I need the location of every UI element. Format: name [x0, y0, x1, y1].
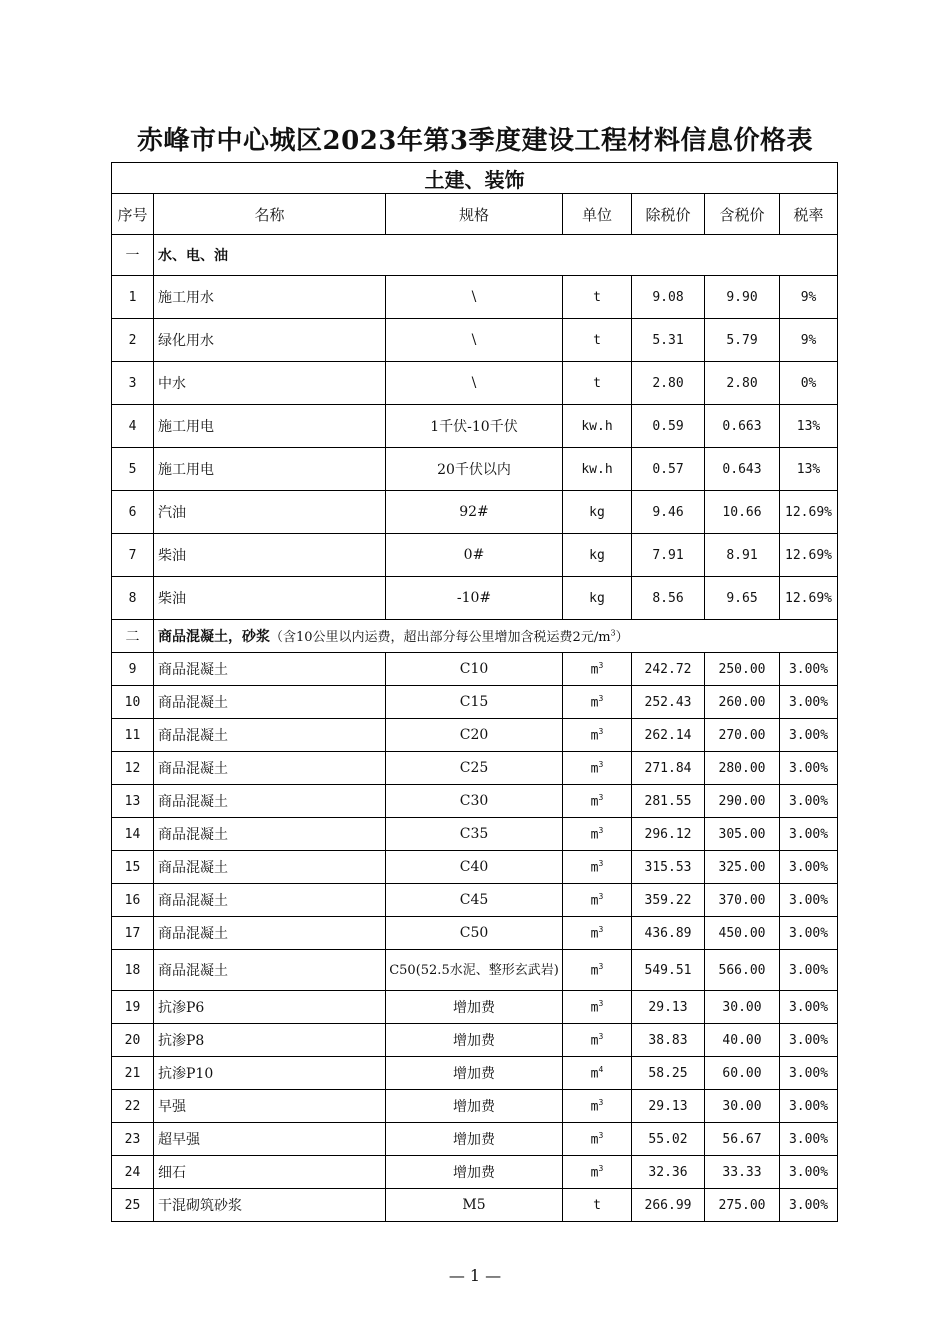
row-pre-tax: 436.89	[632, 917, 705, 950]
row-rate: 13%	[780, 448, 838, 491]
row-pre-tax: 5.31	[632, 319, 705, 362]
unit-text: kg	[589, 504, 605, 520]
table-row	[112, 752, 838, 785]
row-spec: \	[386, 276, 563, 319]
table-row	[112, 1090, 838, 1123]
unit-text: t	[593, 332, 601, 348]
page-number: — 1 —	[448, 1266, 502, 1285]
row-no: 15	[112, 851, 154, 884]
row-rate: 3.00%	[780, 851, 838, 884]
section-no: 二	[112, 620, 154, 653]
row-spec: C25	[386, 752, 563, 785]
row-name: 商品混凝土	[154, 686, 386, 719]
unit-superscript: 3	[598, 1130, 604, 1140]
row-spec: C15	[386, 686, 563, 719]
row-spec: 1千伏-10千伏	[386, 405, 563, 448]
unit-text: kw.h	[581, 461, 613, 477]
row-pre-tax: 549.51	[632, 950, 705, 991]
row-pre-tax: 359.22	[632, 884, 705, 917]
row-rate: 3.00%	[780, 653, 838, 686]
row-name: 商品混凝土	[154, 884, 386, 917]
unit-text: m	[590, 893, 599, 909]
row-inc-tax: 60.00	[705, 1057, 780, 1090]
table-row	[112, 319, 838, 362]
row-unit	[563, 1189, 632, 1222]
row-rate: 3.00%	[780, 1024, 838, 1057]
row-unit	[563, 785, 632, 818]
row-unit	[563, 752, 632, 785]
row-inc-tax: 40.00	[705, 1024, 780, 1057]
row-rate: 3.00%	[780, 752, 838, 785]
row-name: 商品混凝土	[154, 785, 386, 818]
row-name: 商品混凝土	[154, 851, 386, 884]
unit-text: kg	[589, 590, 605, 606]
category-banner	[112, 163, 838, 194]
table-row	[112, 405, 838, 448]
table-header	[112, 194, 838, 235]
row-unit	[563, 491, 632, 534]
row-name: 商品混凝土	[154, 917, 386, 950]
section-row	[112, 235, 838, 276]
row-spec: C45	[386, 884, 563, 917]
table-row	[112, 950, 838, 991]
row-name: 商品混凝土	[154, 653, 386, 686]
row-no: 22	[112, 1090, 154, 1123]
row-rate: 3.00%	[780, 719, 838, 752]
row-pre-tax: 55.02	[632, 1123, 705, 1156]
row-spec: 92#	[386, 491, 563, 534]
table-row	[112, 884, 838, 917]
row-pre-tax: 242.72	[632, 653, 705, 686]
unit-text: m	[590, 1033, 599, 1049]
row-name: 商品混凝土	[154, 950, 386, 991]
row-inc-tax: 8.91	[705, 534, 780, 577]
row-name: 施工用电	[154, 448, 386, 491]
row-spec: 增加费	[386, 991, 563, 1024]
row-pre-tax: 2.80	[632, 362, 705, 405]
unit-text: m	[590, 728, 599, 744]
row-inc-tax: 260.00	[705, 686, 780, 719]
row-rate: 3.00%	[780, 1090, 838, 1123]
row-spec: M5	[386, 1189, 563, 1222]
unit-text: m	[590, 827, 599, 843]
row-pre-tax: 0.57	[632, 448, 705, 491]
header-pre-tax: 除税价	[632, 194, 705, 235]
row-no: 24	[112, 1156, 154, 1189]
row-rate: 3.00%	[780, 1123, 838, 1156]
row-name: 柴油	[154, 577, 386, 620]
row-pre-tax: 281.55	[632, 785, 705, 818]
row-spec: 增加费	[386, 1090, 563, 1123]
row-unit	[563, 950, 632, 991]
unit-superscript: 3	[598, 1097, 604, 1107]
row-rate: 0%	[780, 362, 838, 405]
header-spec: 规格	[386, 194, 563, 235]
row-no: 5	[112, 448, 154, 491]
row-no: 11	[112, 719, 154, 752]
row-unit	[563, 653, 632, 686]
row-name: 汽油	[154, 491, 386, 534]
table-row	[112, 785, 838, 818]
unit-superscript: 3	[598, 660, 604, 670]
section-row	[112, 620, 838, 653]
unit-text: m	[590, 963, 599, 979]
row-unit	[563, 1090, 632, 1123]
row-no: 12	[112, 752, 154, 785]
table-row	[112, 1057, 838, 1090]
unit-text: m	[590, 662, 599, 678]
row-pre-tax: 296.12	[632, 818, 705, 851]
row-name: 商品混凝土	[154, 818, 386, 851]
table-row	[112, 991, 838, 1024]
row-name: 抗渗P8	[154, 1024, 386, 1057]
table-row	[112, 1024, 838, 1057]
row-unit	[563, 719, 632, 752]
row-inc-tax: 370.00	[705, 884, 780, 917]
row-rate: 3.00%	[780, 1057, 838, 1090]
row-no: 18	[112, 950, 154, 991]
unit-superscript: 3	[598, 825, 604, 835]
row-name: 细石	[154, 1156, 386, 1189]
row-unit	[563, 991, 632, 1024]
row-spec: C35	[386, 818, 563, 851]
row-no: 25	[112, 1189, 154, 1222]
unit-superscript: 3	[598, 792, 604, 802]
section-note-end: ）	[615, 630, 629, 645]
row-spec: \	[386, 319, 563, 362]
row-rate: 3.00%	[780, 991, 838, 1024]
row-name: 抗渗P6	[154, 991, 386, 1024]
row-unit	[563, 405, 632, 448]
row-name: 抗渗P10	[154, 1057, 386, 1090]
row-rate: 3.00%	[780, 884, 838, 917]
row-pre-tax: 266.99	[632, 1189, 705, 1222]
category-label: 土建、装饰	[112, 163, 838, 194]
row-inc-tax: 290.00	[705, 785, 780, 818]
row-spec: 增加费	[386, 1024, 563, 1057]
unit-superscript: 3	[598, 759, 604, 769]
unit-superscript: 3	[598, 961, 604, 971]
table-row	[112, 1189, 838, 1222]
row-unit	[563, 818, 632, 851]
table-row	[112, 534, 838, 577]
row-pre-tax: 29.13	[632, 1090, 705, 1123]
unit-superscript: 3	[598, 924, 604, 934]
unit-text: m	[590, 926, 599, 942]
table-row	[112, 276, 838, 319]
row-inc-tax: 30.00	[705, 1090, 780, 1123]
row-inc-tax: 0.643	[705, 448, 780, 491]
row-name: 施工用电	[154, 405, 386, 448]
row-rate: 3.00%	[780, 950, 838, 991]
unit-text: m	[590, 1165, 599, 1181]
row-name: 干混砌筑砂浆	[154, 1189, 386, 1222]
row-pre-tax: 29.13	[632, 991, 705, 1024]
table-row	[112, 1123, 838, 1156]
row-unit	[563, 917, 632, 950]
unit-text: m	[590, 1099, 599, 1115]
row-rate: 9%	[780, 319, 838, 362]
header-no: 序号	[112, 194, 154, 235]
row-spec: 20千伏以内	[386, 448, 563, 491]
row-spec: C20	[386, 719, 563, 752]
section-note-sup: 3	[610, 628, 616, 638]
row-no: 2	[112, 319, 154, 362]
row-spec: 增加费	[386, 1123, 563, 1156]
row-unit	[563, 1057, 632, 1090]
row-no: 23	[112, 1123, 154, 1156]
row-inc-tax: 450.00	[705, 917, 780, 950]
unit-text: m	[590, 695, 599, 711]
page-title: 赤峰市中心城区2023年第3季度建设工程材料信息价格表	[137, 126, 813, 156]
unit-text: m	[590, 860, 599, 876]
section-no: 一	[112, 235, 154, 276]
table-row	[112, 917, 838, 950]
row-inc-tax: 305.00	[705, 818, 780, 851]
row-rate: 3.00%	[780, 1156, 838, 1189]
row-no: 4	[112, 405, 154, 448]
table-row	[112, 686, 838, 719]
row-unit	[563, 686, 632, 719]
row-inc-tax: 270.00	[705, 719, 780, 752]
row-rate: 3.00%	[780, 818, 838, 851]
table-row	[112, 851, 838, 884]
row-no: 14	[112, 818, 154, 851]
table-row	[112, 1156, 838, 1189]
section-name-cell	[154, 620, 838, 653]
unit-text: m	[590, 794, 599, 810]
row-spec: C10	[386, 653, 563, 686]
row-pre-tax: 315.53	[632, 851, 705, 884]
header-inc-tax: 含税价	[705, 194, 780, 235]
row-pre-tax: 271.84	[632, 752, 705, 785]
row-inc-tax: 566.00	[705, 950, 780, 991]
row-no: 21	[112, 1057, 154, 1090]
unit-text: kg	[589, 547, 605, 563]
row-inc-tax: 56.67	[705, 1123, 780, 1156]
row-no: 16	[112, 884, 154, 917]
row-pre-tax: 262.14	[632, 719, 705, 752]
row-no: 13	[112, 785, 154, 818]
row-spec: C40	[386, 851, 563, 884]
row-unit	[563, 851, 632, 884]
section-note: （含10公里以内运费，超出部分每公里增加含税运费2元/m	[270, 630, 611, 645]
row-no: 19	[112, 991, 154, 1024]
row-rate: 12.69%	[780, 534, 838, 577]
header-name: 名称	[154, 194, 386, 235]
unit-superscript: 3	[598, 1163, 604, 1173]
row-pre-tax: 7.91	[632, 534, 705, 577]
row-inc-tax: 5.79	[705, 319, 780, 362]
unit-text: m	[590, 1000, 599, 1016]
section-name: 水、电、油	[154, 235, 838, 276]
row-unit	[563, 319, 632, 362]
unit-text: t	[593, 375, 601, 391]
row-pre-tax: 58.25	[632, 1057, 705, 1090]
unit-text: m	[590, 1132, 599, 1148]
row-spec: C30	[386, 785, 563, 818]
table-row	[112, 362, 838, 405]
row-no: 3	[112, 362, 154, 405]
unit-text: m	[590, 1066, 599, 1082]
row-inc-tax: 275.00	[705, 1189, 780, 1222]
row-no: 6	[112, 491, 154, 534]
row-inc-tax: 325.00	[705, 851, 780, 884]
row-pre-tax: 0.59	[632, 405, 705, 448]
section-name: 商品混凝土，砂浆	[158, 629, 270, 645]
row-name: 商品混凝土	[154, 719, 386, 752]
row-unit	[563, 448, 632, 491]
row-spec: C50	[386, 917, 563, 950]
row-inc-tax: 9.90	[705, 276, 780, 319]
row-pre-tax: 32.36	[632, 1156, 705, 1189]
row-unit	[563, 1156, 632, 1189]
table-row	[112, 653, 838, 686]
row-pre-tax: 9.08	[632, 276, 705, 319]
unit-superscript: 3	[598, 726, 604, 736]
row-name: 中水	[154, 362, 386, 405]
row-unit	[563, 1024, 632, 1057]
row-inc-tax: 280.00	[705, 752, 780, 785]
row-no: 20	[112, 1024, 154, 1057]
row-rate: 13%	[780, 405, 838, 448]
row-spec: 增加费	[386, 1057, 563, 1090]
row-inc-tax: 10.66	[705, 491, 780, 534]
row-name: 绿化用水	[154, 319, 386, 362]
table-row	[112, 448, 838, 491]
row-pre-tax: 8.56	[632, 577, 705, 620]
row-rate: 3.00%	[780, 785, 838, 818]
unit-superscript: 3	[598, 998, 604, 1008]
table-row	[112, 491, 838, 534]
row-rate: 12.69%	[780, 577, 838, 620]
row-no: 1	[112, 276, 154, 319]
price-table	[111, 162, 838, 1222]
row-no: 8	[112, 577, 154, 620]
row-pre-tax: 9.46	[632, 491, 705, 534]
row-unit	[563, 276, 632, 319]
row-name: 施工用水	[154, 276, 386, 319]
row-rate: 3.00%	[780, 917, 838, 950]
row-pre-tax: 38.83	[632, 1024, 705, 1057]
unit-text: t	[593, 289, 601, 305]
row-unit	[563, 1123, 632, 1156]
row-unit	[563, 884, 632, 917]
header-unit: 单位	[563, 194, 632, 235]
row-inc-tax: 250.00	[705, 653, 780, 686]
header-rate: 税率	[780, 194, 838, 235]
row-pre-tax: 252.43	[632, 686, 705, 719]
table-row	[112, 818, 838, 851]
row-rate: 3.00%	[780, 1189, 838, 1222]
row-inc-tax: 2.80	[705, 362, 780, 405]
row-spec: C50(52.5水泥、整形玄武岩)	[386, 950, 563, 991]
row-inc-tax: 0.663	[705, 405, 780, 448]
row-rate: 12.69%	[780, 491, 838, 534]
row-spec: \	[386, 362, 563, 405]
unit-superscript: 3	[598, 858, 604, 868]
table-row	[112, 577, 838, 620]
unit-superscript: 4	[598, 1064, 604, 1074]
row-name: 柴油	[154, 534, 386, 577]
row-inc-tax: 9.65	[705, 577, 780, 620]
row-name: 早强	[154, 1090, 386, 1123]
row-rate: 9%	[780, 276, 838, 319]
row-spec: -10#	[386, 577, 563, 620]
row-inc-tax: 30.00	[705, 991, 780, 1024]
unit-superscript: 3	[598, 1031, 604, 1041]
unit-superscript: 3	[598, 693, 604, 703]
row-unit	[563, 362, 632, 405]
row-name: 超早强	[154, 1123, 386, 1156]
row-unit	[563, 577, 632, 620]
row-no: 9	[112, 653, 154, 686]
row-no: 7	[112, 534, 154, 577]
row-spec: 0#	[386, 534, 563, 577]
row-name: 商品混凝土	[154, 752, 386, 785]
unit-superscript: 3	[598, 891, 604, 901]
row-inc-tax: 33.33	[705, 1156, 780, 1189]
row-rate: 3.00%	[780, 686, 838, 719]
unit-text: t	[593, 1197, 601, 1213]
row-no: 10	[112, 686, 154, 719]
unit-text: kw.h	[581, 418, 613, 434]
table-row	[112, 719, 838, 752]
row-unit	[563, 534, 632, 577]
unit-text: m	[590, 761, 599, 777]
row-no: 17	[112, 917, 154, 950]
row-spec: 增加费	[386, 1156, 563, 1189]
